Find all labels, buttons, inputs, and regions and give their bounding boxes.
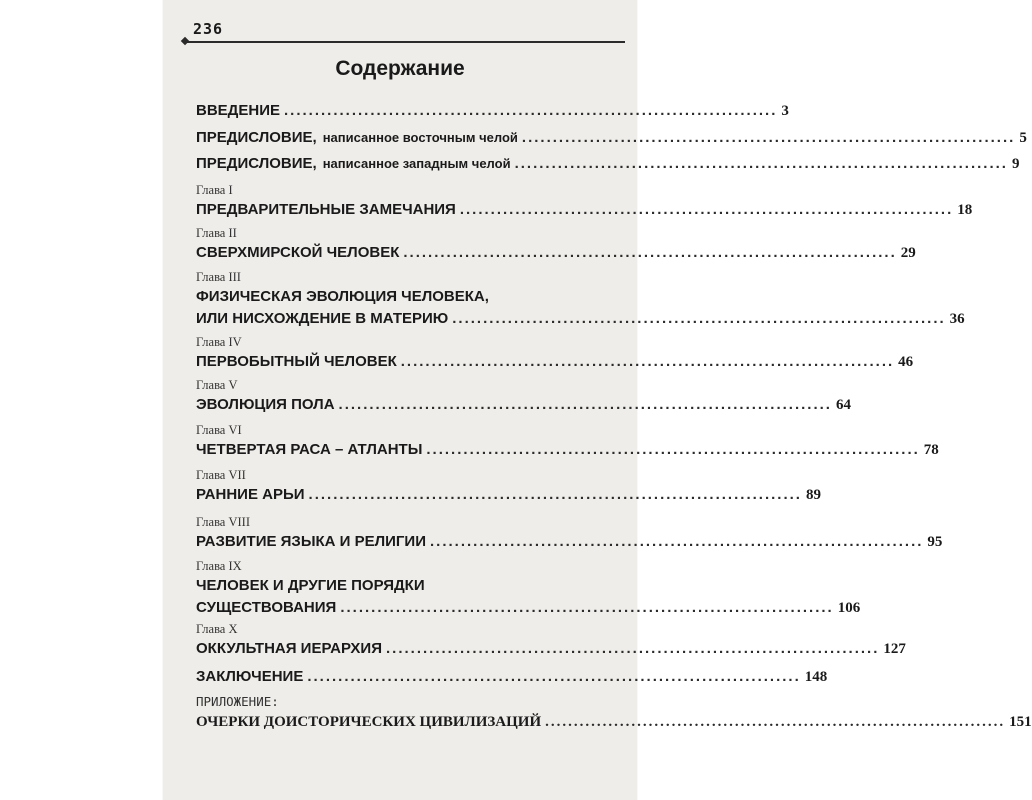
entry-title: ЗАКЛЮЧЕНИЕ bbox=[196, 668, 304, 685]
chapter-label: Глава I bbox=[196, 183, 233, 197]
dot-leader: ................................................................................ bbox=[459, 201, 954, 218]
entry-title: ПЕРВОБЫТНЫЙ ЧЕЛОВЕК bbox=[196, 353, 397, 370]
chapter-label: Глава III bbox=[196, 270, 241, 284]
entry-title: РАННИЕ АРЬИ bbox=[196, 486, 305, 503]
toc-entry-chapter-5[interactable] bbox=[196, 376, 851, 416]
dot-leader: ................................................................................ bbox=[426, 441, 920, 458]
entry-page: 106 bbox=[837, 600, 861, 616]
dot-leader: ................................................................................ bbox=[521, 129, 1016, 146]
dot-leader: ................................................................................ bbox=[403, 244, 897, 261]
toc-entry-chapter-3[interactable] bbox=[196, 268, 965, 330]
toc-entry-preface-western[interactable] bbox=[196, 153, 1020, 175]
entry-page: 148 bbox=[804, 669, 828, 685]
entry-title: ЭВОЛЮЦИЯ ПОЛА bbox=[196, 396, 335, 413]
dot-leader: ................................................................................ bbox=[545, 714, 1006, 730]
book-page bbox=[163, 0, 1032, 800]
dot-leader: ................................................................................ bbox=[400, 353, 895, 370]
entry-title: СУЩЕСТВОВАНИЯ bbox=[196, 599, 337, 616]
entry-page: 95 bbox=[927, 534, 943, 550]
entry-title: ПРЕДИСЛОВИЕ, bbox=[196, 129, 317, 146]
entry-page: 9 bbox=[1011, 156, 1020, 172]
entry-page: 5 bbox=[1019, 130, 1027, 146]
toc-entry-chapter-6[interactable] bbox=[196, 421, 939, 461]
entry-title: ОККУЛЬТНАЯ ИЕРАРХИЯ bbox=[196, 640, 382, 657]
dot-leader: ................................................................................ bbox=[307, 668, 801, 685]
entry-title: ПРЕДИСЛОВИЕ, bbox=[196, 155, 317, 172]
chapter-label: Глава V bbox=[196, 378, 238, 392]
entry-title: ИЛИ НИСХОЖДЕНИЕ В МАТЕРИЮ bbox=[196, 310, 449, 327]
entry-page: 29 bbox=[900, 245, 916, 261]
dot-leader: ................................................................................ bbox=[385, 640, 880, 657]
entry-page: 3 bbox=[781, 103, 789, 119]
toc-entry-chapter-4[interactable] bbox=[196, 333, 914, 373]
entry-page: 127 bbox=[883, 641, 906, 657]
toc-entry-conclusion[interactable] bbox=[196, 666, 828, 688]
entry-title: ОЧЕРКИ ДОИСТОРИЧЕСКИХ ЦИВИЛИЗАЦИЙ bbox=[196, 714, 542, 730]
dot-leader: ................................................................................ bbox=[430, 533, 924, 550]
toc-entry-preface-eastern[interactable] bbox=[196, 127, 1027, 149]
toc-entry-chapter-8[interactable] bbox=[196, 513, 943, 553]
entry-title-line1: ЧЕЛОВЕК И ДРУГИЕ ПОРЯДКИ bbox=[196, 577, 425, 594]
appendix-label: ПРИЛОЖЕНИЕ: bbox=[196, 694, 279, 709]
entry-title: СВЕРХМИРСКОЙ ЧЕЛОВЕК bbox=[196, 244, 400, 261]
diamond-ornament-icon bbox=[181, 37, 189, 45]
toc-entry-chapter-1[interactable] bbox=[196, 181, 973, 221]
chapter-label: Глава VI bbox=[196, 423, 242, 437]
header-rule bbox=[185, 41, 625, 43]
dot-leader: ................................................................................ bbox=[340, 599, 834, 616]
toc-entry-chapter-9[interactable] bbox=[196, 557, 861, 619]
page-number: 236 bbox=[193, 20, 224, 38]
chapter-label: Глава IV bbox=[196, 335, 242, 349]
entry-page: 64 bbox=[835, 397, 851, 413]
toc-title: Содержание bbox=[335, 57, 465, 80]
chapter-label: Глава II bbox=[196, 226, 237, 240]
dot-leader: ................................................................................ bbox=[338, 396, 832, 413]
entry-subtitle: написанное восточным челой bbox=[322, 130, 518, 145]
dot-leader: ................................................................................ bbox=[283, 102, 778, 119]
toc-entry-introduction[interactable] bbox=[196, 100, 789, 122]
dot-leader: ................................................................................ bbox=[514, 155, 1008, 172]
entry-title: ВВЕДЕНИЕ bbox=[196, 102, 280, 119]
entry-page: 46 bbox=[898, 354, 914, 370]
running-head bbox=[185, 20, 625, 46]
entry-page: 89 bbox=[805, 487, 821, 503]
entry-page: 18 bbox=[957, 202, 973, 218]
entry-title-line1: ФИЗИЧЕСКАЯ ЭВОЛЮЦИЯ ЧЕЛОВЕКА, bbox=[196, 288, 489, 305]
entry-page: 78 bbox=[923, 442, 939, 458]
toc-entry-chapter-2[interactable] bbox=[196, 224, 916, 264]
entry-page: 36 bbox=[949, 311, 965, 327]
entry-title: РАЗВИТИЕ ЯЗЫКА И РЕЛИГИИ bbox=[196, 533, 426, 550]
toc-entry-chapter-7[interactable] bbox=[196, 466, 821, 506]
toc-entry-chapter-10[interactable] bbox=[196, 620, 906, 660]
dot-leader: ................................................................................ bbox=[452, 310, 946, 327]
chapter-label: Глава VII bbox=[196, 468, 246, 482]
chapter-label: Глава VIII bbox=[196, 515, 250, 529]
chapter-label: Глава IX bbox=[196, 559, 242, 573]
toc-entry-appendix[interactable] bbox=[196, 693, 1032, 733]
entry-page: 151 bbox=[1009, 714, 1032, 730]
entry-title: ПРЕДВАРИТЕЛЬНЫЕ ЗАМЕЧАНИЯ bbox=[196, 201, 456, 218]
entry-title: ЧЕТВЕРТАЯ РАСА – АТЛАНТЫ bbox=[196, 441, 423, 458]
dot-leader: ................................................................................ bbox=[308, 486, 802, 503]
chapter-label: Глава X bbox=[196, 622, 238, 636]
entry-subtitle: написанное западным челой bbox=[322, 156, 511, 171]
